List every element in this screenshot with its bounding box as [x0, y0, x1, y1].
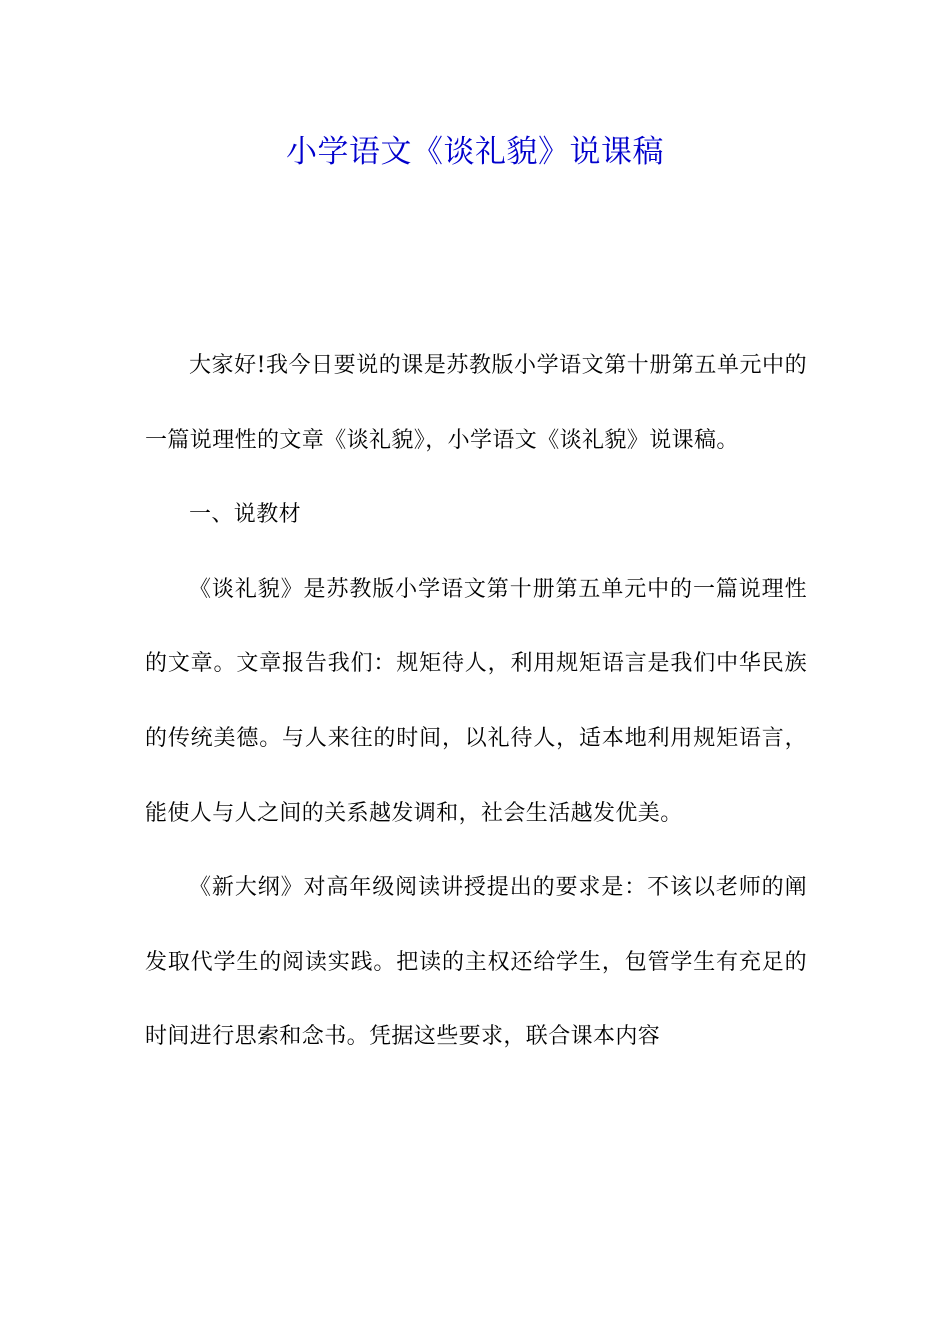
document-title: 小学语文《谈礼貌》说课稿	[286, 134, 664, 170]
paragraph-greeting: 大家好!我今日要说的课是苏教版小学语文第十册第五单元中的一篇说理性的文章《谈礼貌》，小学语文《谈礼貌》说课稿。	[145, 353, 807, 453]
paragraph-text-intro: 《谈礼貌》是苏教版小学语文第十册第五单元中的一篇说理性的文章。文章报告我们：规矩待人，利用规矩语言是我们中华民族的传统美德。与人来往的时间，以礼待人，适本地利用规矩语言，能使人与人之间的关系越发调和，社会生活越发优美。	[145, 576, 807, 826]
paragraph-syllabus-requirements: 《新大纲》对高年级阅读讲授提出的要求是：不该以老师的阐发取代学生的阅读实践。把读的主权还给学生，包管学生有充足的时间进行思索和念书。凭据这些要求，联合课本内容	[145, 875, 807, 1050]
section-heading-teaching-material: 一、说教材	[189, 502, 302, 528]
document-body	[145, 329, 807, 1075]
